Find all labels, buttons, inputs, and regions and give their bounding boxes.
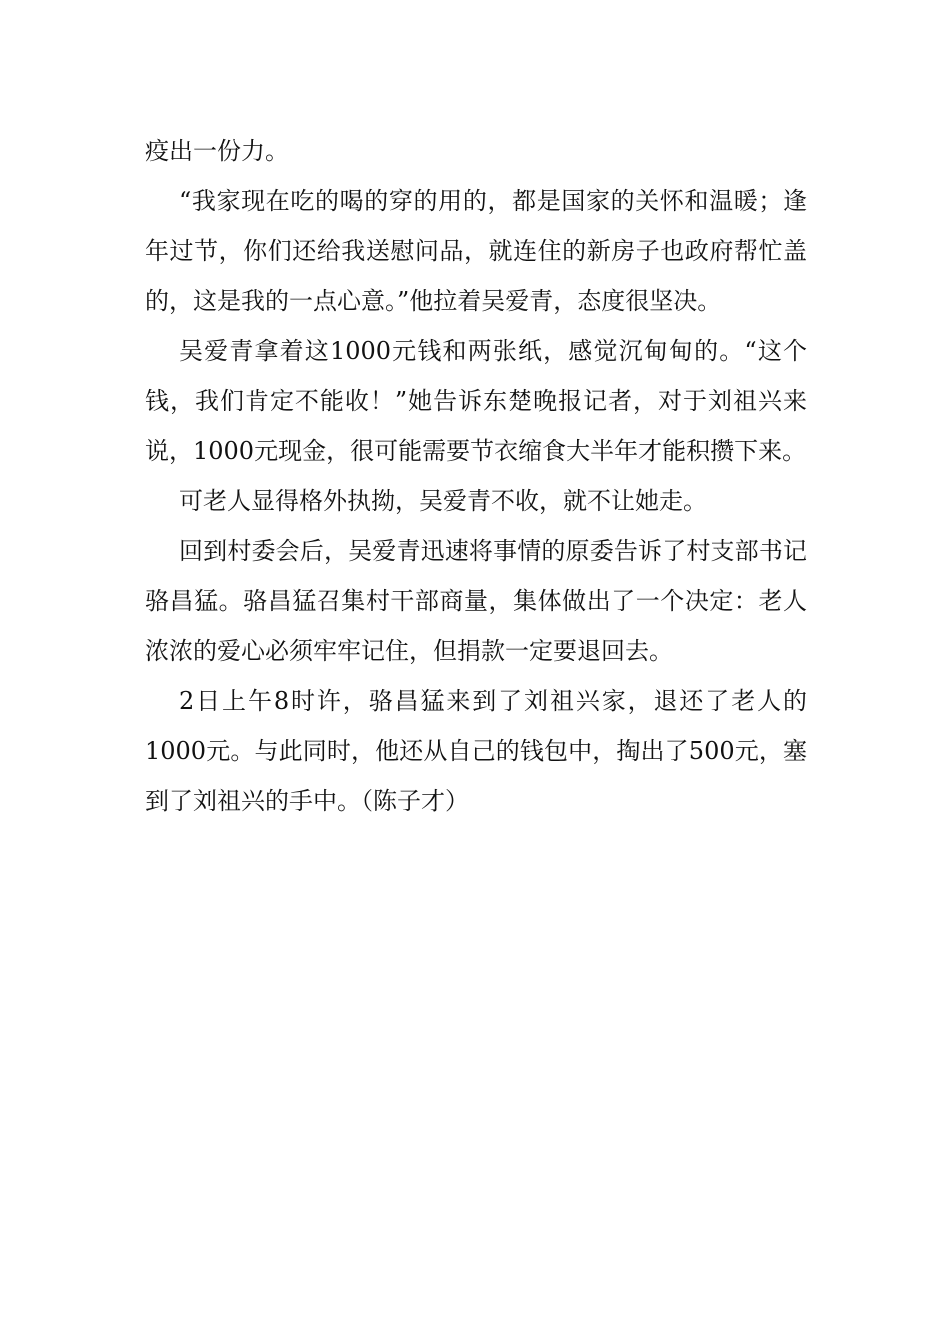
paragraph-insistence: 可老人显得格外执拗，吴爱青不收，就不让她走。	[179, 487, 707, 515]
paragraph-quote: “我家现在吃的喝的穿的用的，都是国家的关怀和温暖；逢年过节，你们还给我送慰问品，就连住的新房子也政府帮忙盖的，这是我的一点心意。”他拉着吴爱青，态度很坚决。	[145, 187, 807, 315]
paragraph-return: 2日上午8时许，骆昌猛来到了刘祖兴家，退还了老人的1000元。与此同时，他还从自己的钱包中，掏出了500元，塞到了刘祖兴的手中。（陈子才）	[145, 687, 807, 815]
paragraph-continuation: 疫出一份力。	[145, 137, 289, 165]
article-body	[145, 126, 807, 826]
paragraph-reaction: 吴爱青拿着这1000元钱和两张纸，感觉沉甸甸的。“这个钱，我们肯定不能收！”她告诉东楚晚报记者，对于刘祖兴来说，1000元现金，很可能需要节衣缩食大半年才能积攒下来。	[145, 337, 807, 465]
paragraph-decision: 回到村委会后，吴爱青迅速将事情的原委告诉了村支部书记骆昌猛。骆昌猛召集村干部商量，集体做出了一个决定：老人浓浓的爱心必须牢牢记住，但捐款一定要退回去。	[145, 537, 807, 665]
